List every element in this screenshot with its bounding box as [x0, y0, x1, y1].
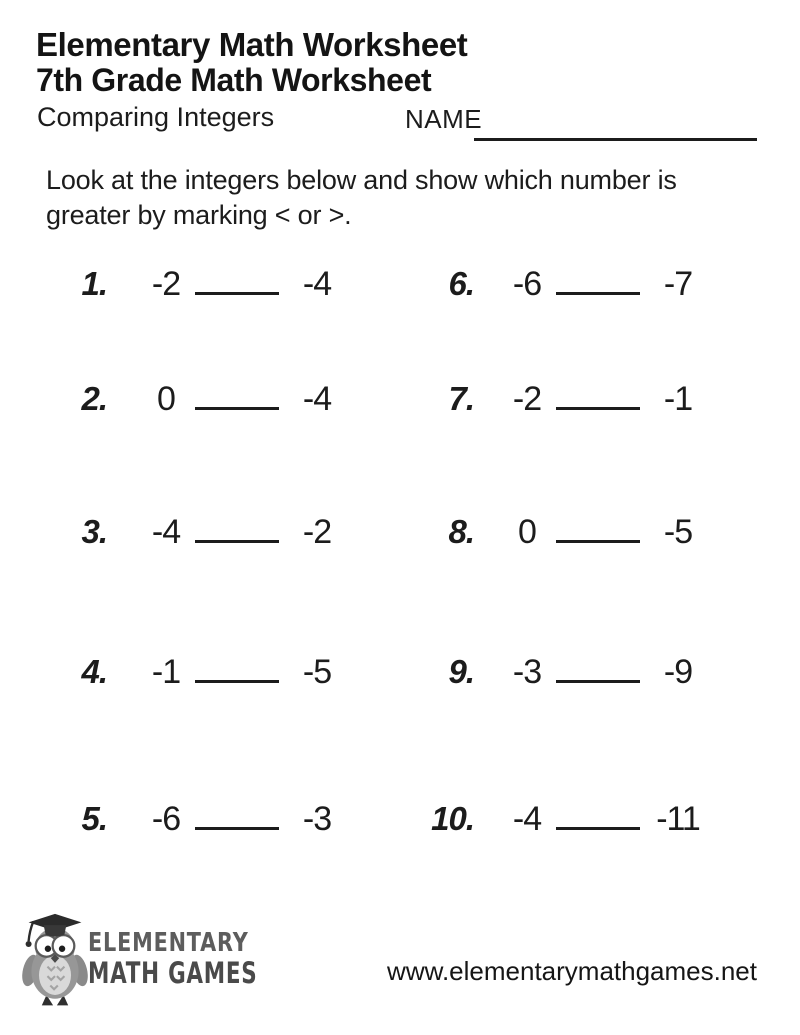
problem-row: [412, 797, 704, 839]
first-integer: 0: [518, 513, 536, 551]
first-integer: -4: [512, 800, 542, 838]
answer-blank[interactable]: [556, 510, 640, 543]
answer-blank[interactable]: [195, 262, 279, 295]
problem-number-label: 9.: [448, 653, 474, 690]
website-url: www.elementarymathgames.net: [387, 956, 757, 986]
logo-text-line-2: MATH GAMES: [88, 956, 258, 990]
problem-row: [37, 797, 343, 839]
worksheet-subtitle: 7th Grade Math Worksheet: [36, 62, 432, 98]
problem-row: [412, 377, 704, 419]
answer-blank[interactable]: [556, 650, 640, 683]
answer-blank[interactable]: [195, 510, 279, 543]
problem-number-label: 6.: [448, 265, 474, 302]
second-integer: -7: [663, 265, 693, 303]
first-integer: -3: [512, 653, 542, 691]
answer-blank[interactable]: [195, 377, 279, 410]
problem-number-label: 4.: [81, 653, 107, 690]
second-integer: -2: [302, 513, 332, 551]
problem-number-label: 1.: [81, 265, 107, 302]
problem-row: [412, 262, 704, 304]
problem-row: [37, 650, 343, 692]
second-integer: -11: [656, 800, 700, 838]
problem-number-label: 5.: [81, 800, 107, 837]
problem-row: [37, 377, 343, 419]
worksheet-title: Elementary Math Worksheet: [36, 26, 468, 63]
first-integer: 0: [157, 380, 175, 418]
second-integer: -9: [663, 653, 693, 691]
name-label: NAME: [405, 104, 483, 134]
answer-blank[interactable]: [556, 262, 640, 295]
first-integer: -6: [151, 800, 181, 838]
second-integer: -3: [302, 800, 332, 838]
problem-number-label: 10.: [431, 800, 474, 837]
answer-blank[interactable]: [195, 797, 279, 830]
first-integer: -6: [512, 265, 542, 303]
worksheet-topic: Comparing Integers: [37, 102, 275, 132]
first-integer: -2: [151, 265, 181, 303]
problem-number-label: 2.: [81, 380, 107, 417]
name-blank-line[interactable]: [474, 138, 757, 141]
second-integer: -5: [302, 653, 332, 691]
first-integer: -4: [151, 513, 181, 551]
second-integer: -5: [663, 513, 693, 551]
instructions-line-2: greater by marking < or >.: [46, 200, 352, 230]
problem-row: [37, 262, 343, 304]
problem-number-label: 7.: [448, 380, 474, 417]
instructions-line-1: Look at the integers below and show which number is: [46, 165, 677, 195]
problem-number-label: 3.: [81, 513, 107, 550]
answer-blank[interactable]: [195, 650, 279, 683]
logo-text: [88, 930, 317, 988]
problem-row: [37, 510, 343, 552]
second-integer: -4: [302, 265, 332, 303]
second-integer: -1: [663, 380, 693, 418]
problem-row: [412, 650, 704, 692]
logo-text-line-1: ELEMENTARY: [88, 928, 249, 958]
second-integer: -4: [302, 380, 332, 418]
answer-blank[interactable]: [556, 797, 640, 830]
first-integer: -2: [512, 380, 542, 418]
problem-number-label: 8.: [448, 513, 474, 550]
problem-row: [412, 510, 704, 552]
instructions: [46, 163, 677, 233]
answer-blank[interactable]: [556, 377, 640, 410]
owl-graduation-cap-icon: [22, 911, 88, 1011]
first-integer: -1: [151, 653, 181, 691]
